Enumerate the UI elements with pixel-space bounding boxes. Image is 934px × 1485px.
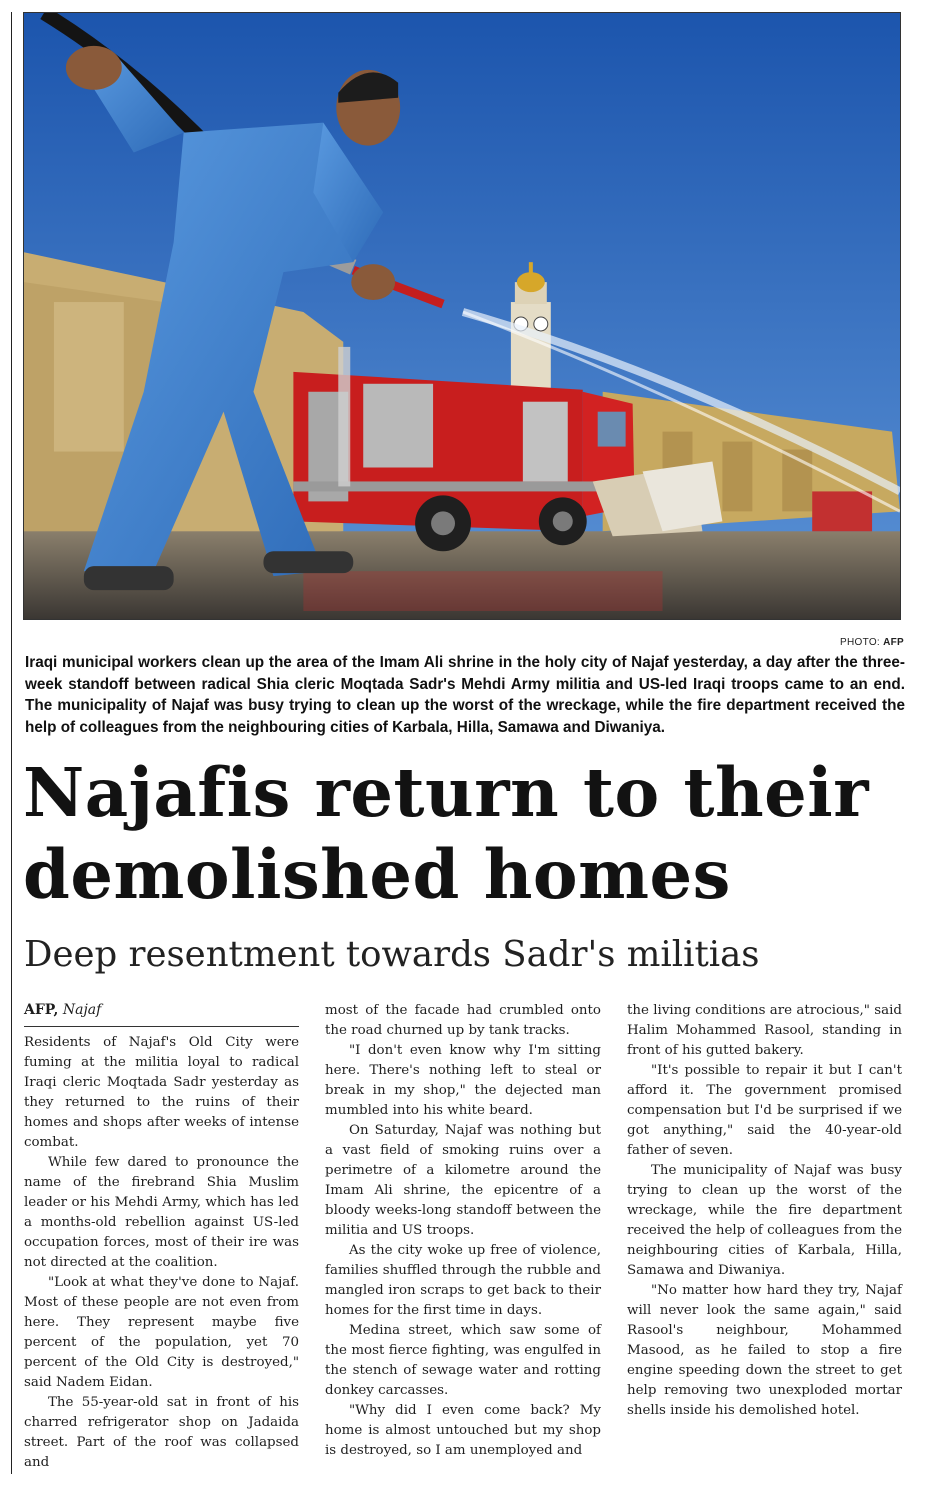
article-paragraph: "Look at what they've done to Najaf. Most of these people are not even from here. They represent maybe five percent of the population, yet 70 percent of the Old City is destroyed," said Nadem Eidan. — [24, 1275, 299, 1390]
article-headline: Najafis return to their demolished homes — [23, 753, 870, 914]
distant-truck — [812, 491, 872, 531]
article-column-2 — [325, 1001, 601, 1461]
article-paragraph: "Why did I even come back? My home is almost untouched but my shop is destroyed, so I am unemployed and — [325, 1403, 601, 1458]
photo-credit — [840, 637, 904, 648]
page-left-rule — [11, 12, 12, 1474]
photo-credit-label: PHOTO: — [840, 637, 880, 648]
article-paragraph: As the city woke up free of violence, families shuffled through the rubble and mangled iron scraps to get back to their homes for the first time in days. — [325, 1243, 601, 1318]
news-photo — [23, 12, 901, 620]
article-paragraph: most of the facade had crumbled onto the road churned up by tank tracks. — [325, 1003, 601, 1038]
article-paragraph: Medina street, which saw some of the most fierce fighting, was engulfed in the stench of sewage water and rotting donkey carcasses. — [325, 1323, 601, 1398]
byline — [24, 1001, 299, 1027]
article-paragraph: On Saturday, Najaf was nothing but a vast field of smoking ruins over a perimetre of a kilometre around the Imam Ali shrine, the epicentre of a bloody weeks-long standoff between the militia and US troops. — [325, 1123, 601, 1238]
article-paragraph: While few dared to pronounce the name of the firebrand Shia Muslim leader or his Mehdi Army, which has led a months-old rebellion against US-led occupation forces, most of their ire was not directed at the coalition. — [24, 1155, 299, 1270]
byline-agency: AFP, — [24, 1002, 59, 1018]
photo-caption: Iraqi municipal workers clean up the area of the Imam Ali shrine in the holy city of Najaf yesterday, a day after the three-week standoff between radical Shia cleric Moqtada Sadr's Mehdi Army militia and US-led Iraqi troops came to an end. The municipality of Najaf was busy trying to clean up the worst of the wreckage, while the fire department received the help of colleagues from the neighbouring cities of Karbala, Hilla, Samawa and Diwaniya. — [25, 654, 905, 736]
photo-illustration — [24, 13, 900, 619]
article-column-3 — [627, 1001, 902, 1421]
article-paragraph: The 55-year-old sat in front of his charred refrigerator shop on Jadaida street. Part of the roof was collapsed and — [24, 1395, 299, 1470]
article-paragraph: "I don't even know why I'm sitting here. There's nothing left to steal or break in my shop," the dejected man mumbled into his white beard. — [325, 1043, 601, 1118]
article-paragraph: the living conditions are atrocious," said Halim Mohammed Rasool, standing in front of his gutted bakery. — [627, 1003, 902, 1058]
byline-location: Najaf — [62, 1002, 102, 1018]
article-paragraph: "It's possible to repair it but I can't afford it. The government promised compensation but I'd be surprised if we got anything," said the 40-year-old father of seven. — [627, 1063, 902, 1158]
article-paragraph: The municipality of Najaf was busy trying to clean up the worst of the wreckage, while the fire department received the help of colleagues from the neighbouring cities of Karbala, Hilla, Samawa and Diwaniya. — [627, 1163, 902, 1278]
photo-credit-source: AFP — [883, 637, 904, 648]
article-paragraph: Residents of Najaf's Old City were fuming at the militia loyal to radical Iraqi cleric Moqtada Sadr yesterday as they returned to the ruins of their homes and shops after weeks of intense combat. — [24, 1035, 299, 1150]
golden-dome — [517, 272, 545, 292]
article-paragraph: "No matter how hard they try, Najaf will never look the same again," said Rasool's neighbour, Mohammed Masood, as he failed to stop a fire engine speeding down the street to get help removing two unexploded mortar shells inside his demolished hotel. — [627, 1283, 902, 1418]
article-subheadline: Deep resentment towards Sadr's militias — [24, 934, 760, 975]
article-column-1 — [24, 1001, 299, 1473]
